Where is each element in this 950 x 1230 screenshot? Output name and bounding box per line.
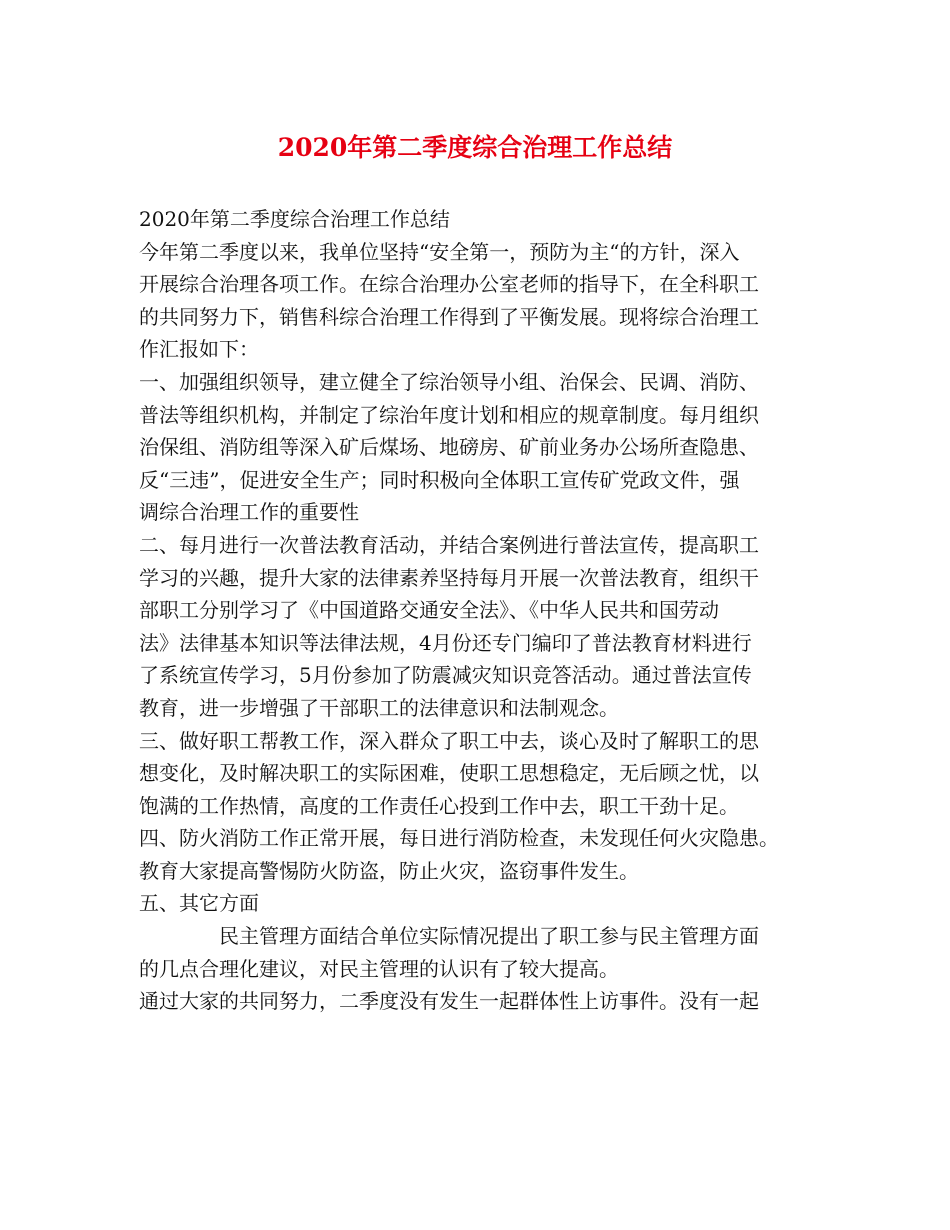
body-line: 想变化，及时解决职工的实际困难，使职工思想稳定，无后顾之忧，以 xyxy=(139,761,759,786)
body-line: 教育，进一步增强了干部职工的法律意识和法制观念。 xyxy=(139,695,619,720)
page-title: 2020年第二季度综合治理工作总结 xyxy=(277,133,673,162)
body-line: 五、其它方面 xyxy=(139,891,259,916)
body-line: 法》法律基本知识等法律法规，4月份还专门编印了普法教育材料进行 xyxy=(139,630,752,655)
body-line: 今年第二季度以来，我单位坚持“安全第一，预防为主“的方针，深入 xyxy=(139,239,740,264)
body-line: 的几点合理化建议，对民主管理的认识有了较大提高。 xyxy=(139,956,619,981)
body-line: 二、每月进行一次普法教育活动，并结合案例进行普法宣传，提高职工 xyxy=(139,532,759,557)
body-line: 的共同努力下，销售科综合治理工作得到了平衡发展。现将综合治理工 xyxy=(139,304,759,329)
body-line: 治保组、消防组等深入矿后煤场、地磅房、矿前业务办公场所查隐患、 xyxy=(139,435,759,460)
body-line: 作汇报如下： xyxy=(139,337,259,362)
body-line-indented: 民主管理方面结合单位实际情况提出了职工参与民主管理方面 xyxy=(219,924,759,949)
body-line: 通过大家的共同努力，二季度没有发生一起群体性上访事件。没有一起 xyxy=(139,989,759,1014)
body-line: 教育大家提高警惕防火防盗，防止火灾，盗窃事件发生。 xyxy=(139,858,639,883)
body-line: 调综合治理工作的重要性 xyxy=(139,500,359,525)
body-line: 普法等组织机构，并制定了综治年度计划和相应的规章制度。每月组织 xyxy=(139,402,759,427)
document-body xyxy=(139,203,819,1018)
body-line: 学习的兴趣，提升大家的法律素养坚持每月开展一次普法教育，组织干 xyxy=(139,565,759,590)
body-line: 2020年第二季度综合治理工作总结 xyxy=(139,207,450,231)
body-line: 部职工分别学习了《中国道路交通安全法》、《中华人民共和国劳动 xyxy=(139,598,719,623)
body-line: 一、加强组织领导，建立健全了综治领导小组、治保会、民调、消防、 xyxy=(139,369,759,394)
body-line: 四、防火消防工作正常开展，每日进行消防检查，未发现任何火灾隐患。 xyxy=(139,826,779,851)
body-line: 反“三违”，促进安全生产；同时积极向全体职工宣传矿党政文件，强 xyxy=(139,467,740,492)
body-line: 三、做好职工帮教工作，深入群众了职工中去，谈心及时了解职工的思 xyxy=(139,728,759,753)
body-line: 饱满的工作热情，高度的工作责任心投到工作中去，职工干劲十足。 xyxy=(139,793,739,818)
body-line: 了系统宣传学习，5月份参加了防震减灾知识竞答活动。通过普法宣传 xyxy=(139,663,752,688)
body-line: 开展综合治理各项工作。在综合治理办公室老师的指导下，在全科职工 xyxy=(139,272,759,297)
